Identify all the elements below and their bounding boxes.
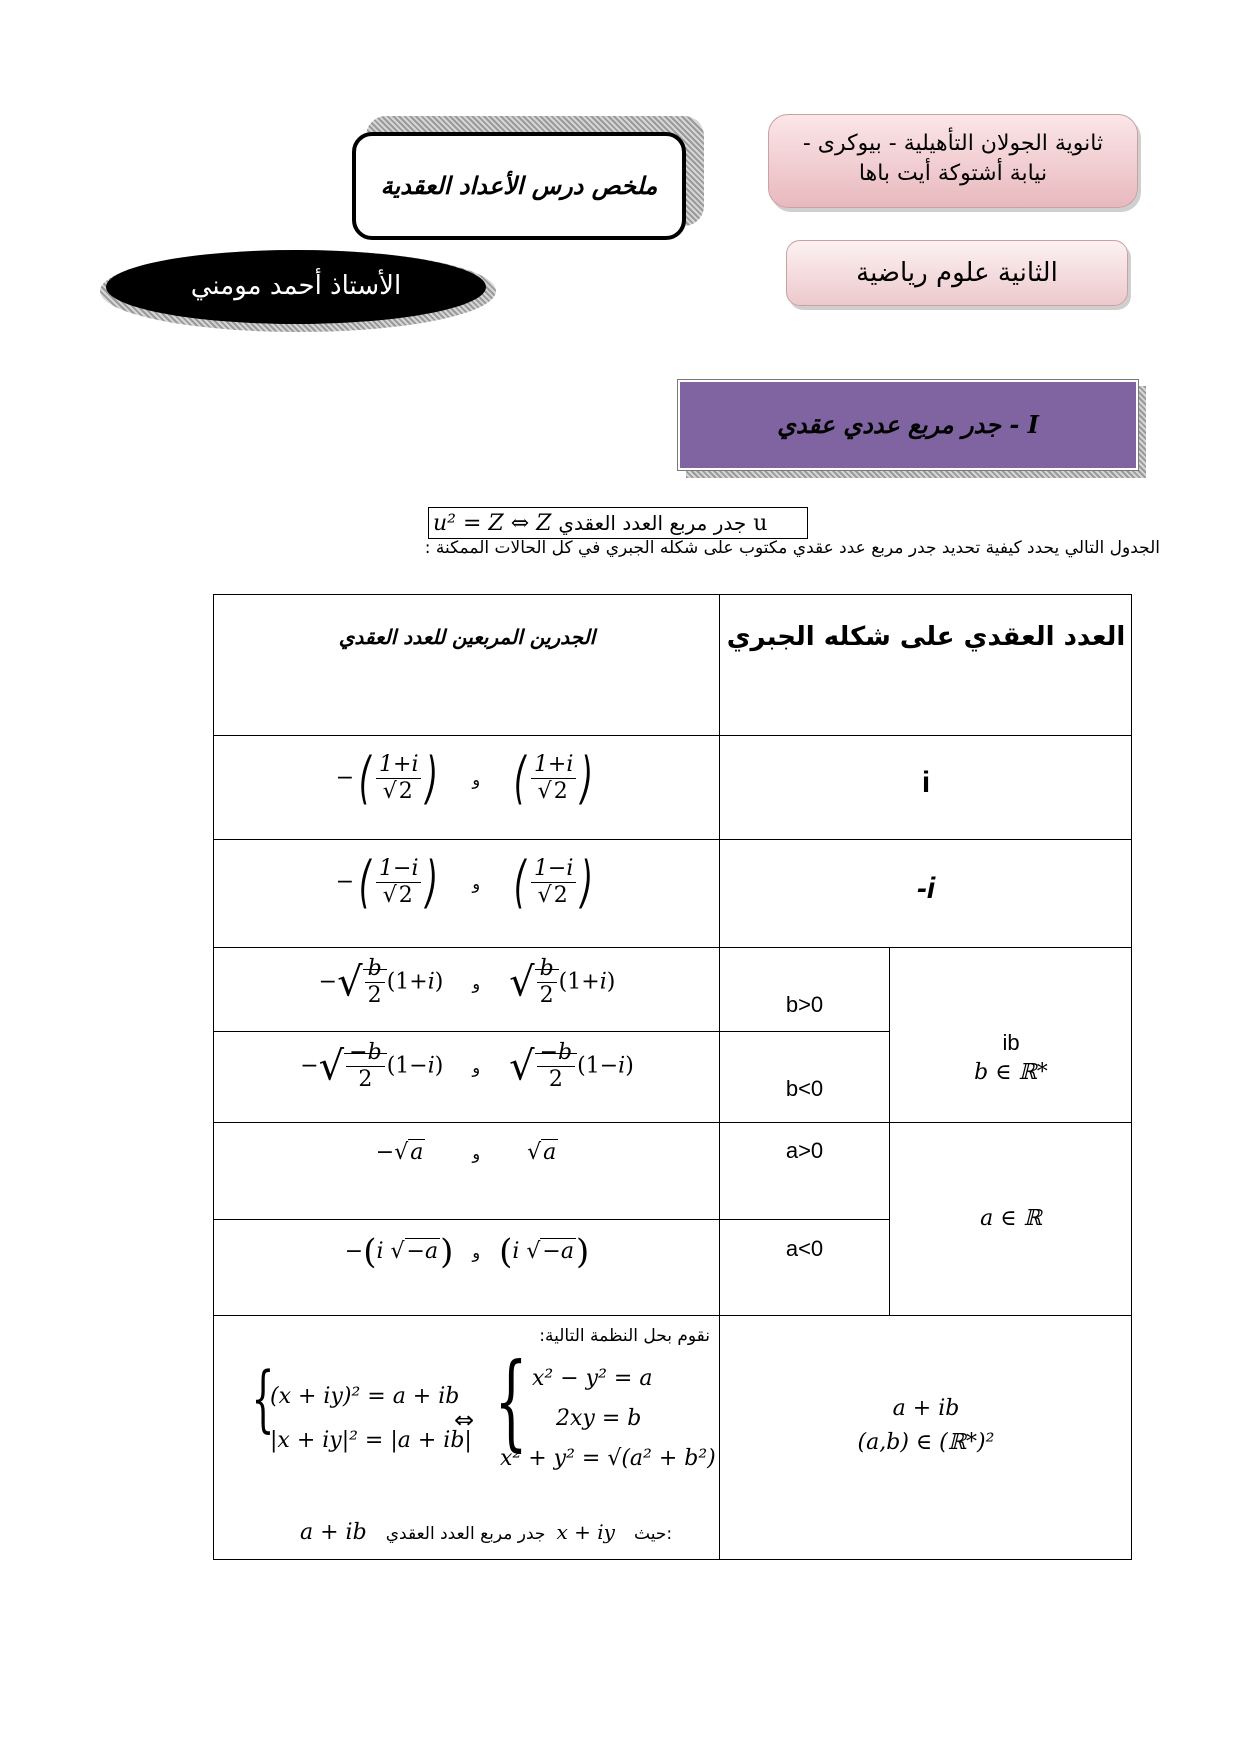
table-divider <box>213 1122 1132 1123</box>
system-right-eq1: x² − y² = a <box>532 1366 653 1391</box>
and-word: و <box>472 769 481 789</box>
where-root: x + iy <box>556 1520 615 1544</box>
table-divider <box>213 1031 889 1032</box>
class-level: الثانية علوم رياضية <box>786 240 1128 306</box>
school-name: ثانوية الجولان التأهيلية - بيوكرى - <box>802 131 1104 156</box>
header-square-roots: الجدرين المربعين للعدد العقدي <box>338 625 596 649</box>
case-b-positive: b>0 <box>785 992 824 1017</box>
ib-domain: b ∈ ℝ* <box>974 1060 1048 1085</box>
general-domain: (a,b) ∈ (ℝ*)² <box>857 1430 995 1455</box>
definition-equation: u² = Z ⇔ Z <box>433 511 552 536</box>
equivalence-symbol: ⇔ <box>454 1406 475 1434</box>
case-a-negative: a<0 <box>785 1236 824 1261</box>
table-divider <box>213 1219 889 1220</box>
case-a-positive: a>0 <box>785 1138 824 1163</box>
roots-ib-b-positive: −√ $\frac{b}{2}$ (1+i) و √ $\frac{b}{2}$ (1+i) <box>318 956 616 1008</box>
roots-ib-b-negative: −√ $\frac{-b}{2}$ (1−i) و √ $\frac{-b}{2}$ (1−i) <box>300 1040 634 1092</box>
cell-i: i <box>921 766 931 799</box>
definition-variable: u <box>753 511 768 536</box>
general-intro: نقوم بحل النظمة التالية: <box>539 1326 710 1346</box>
table-divider <box>889 947 890 1315</box>
definition-box <box>428 507 808 539</box>
system-left-eq2: |x + iy|² = |a + ib| <box>270 1428 472 1453</box>
school-box <box>768 114 1138 208</box>
a-domain: a ∈ ℝ <box>980 1206 1042 1231</box>
school-directorate: نيابة أشتوكة أيت باها <box>858 161 1048 186</box>
where-text: جدر مربع العدد العقدي <box>385 1524 546 1544</box>
where-line <box>300 1520 700 1545</box>
table-divider <box>213 735 1132 736</box>
and-word: و <box>472 1144 481 1163</box>
and-word: و <box>472 973 481 993</box>
and-word: و <box>472 873 481 893</box>
roots-of-i: −( $\frac{1+i}{√2}$ ) و ( $\frac{1+i}{√2}$ ) <box>335 746 594 811</box>
teacher-name: الأستاذ أحمد مومني <box>106 250 486 324</box>
system-right-eq2: 2xy = b <box>556 1406 642 1431</box>
ib-label: ib <box>1002 1030 1020 1055</box>
roots-of-minus-i: −( $\frac{1-i}{√2}$ ) و ( $\frac{1-i}{√2}$ ) <box>335 850 594 915</box>
header-complex-number: العدد العقدي على شكله الجبري <box>726 622 1126 652</box>
table-divider <box>213 839 1132 840</box>
general-number: a + ib <box>892 1396 960 1421</box>
where-label: حيث: <box>634 1524 673 1544</box>
roots-a-negative: −(i √−a) و (i √−a) <box>344 1232 590 1272</box>
cell-minus-i: -i <box>916 872 936 905</box>
where-number: a + ib <box>300 1520 367 1545</box>
system-left-eq1: (x + iy)² = a + ib <box>270 1384 460 1409</box>
system-right-eq3: x² + y² = √(a² + b²) <box>500 1446 716 1471</box>
definition-text: جدر مربع العدد العقدي <box>558 511 747 535</box>
intro-text: الجدول التالي يحدد كيفية تحديد جدر مربع عدد عقدي مكتوب على شكله الجبري في كل الحالات الممكنة : <box>424 538 1160 558</box>
and-word: و <box>472 1243 481 1262</box>
lesson-title: ملخص درس الأعداد العقدية <box>352 132 686 240</box>
and-word: و <box>472 1057 481 1077</box>
table-divider <box>213 947 1132 948</box>
roots-a-positive: −√a و √a <box>375 1140 557 1165</box>
section-title: I - جدر مربع عددي عقدي <box>678 380 1138 470</box>
case-b-negative: b<0 <box>785 1076 824 1101</box>
table-divider <box>213 1315 1132 1316</box>
